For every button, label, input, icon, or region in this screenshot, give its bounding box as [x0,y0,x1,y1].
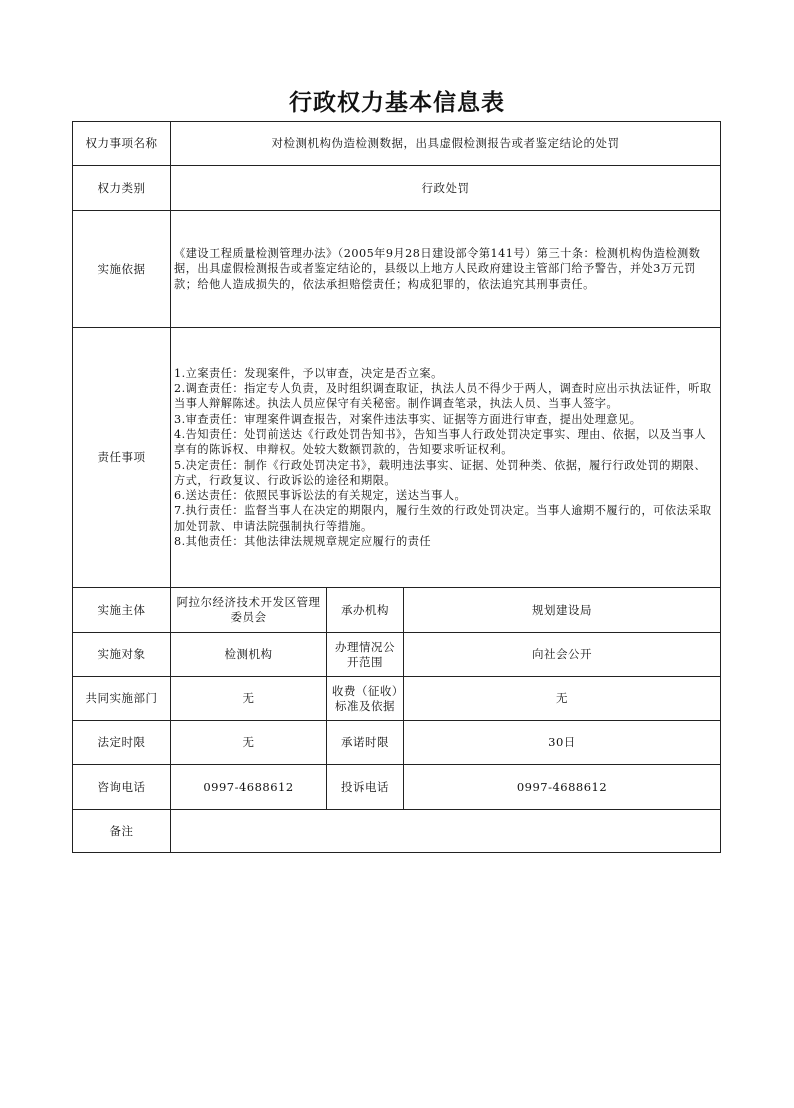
table-row [73,677,721,721]
item-name-label: 权力事项名称 [73,122,171,166]
org-label: 承办机构 [327,588,404,633]
item-name-value: 对检测机构伪造检测数据，出具虚假检测报告或者鉴定结论的处罚 [171,122,721,166]
page-title: 行政权力基本信息表 [289,89,505,116]
list-item: 5.决定责任：制作《行政处罚决定书》，载明违法事实、证据、处罚种类、依据，履行行政处罚的期限、方式，行政复议、行政诉讼的途径和期限。 [174,458,707,487]
table-row [73,721,721,765]
joint-label: 共同实施部门 [73,677,171,721]
list-item: 1.立案责任：发现案件，予以审查，决定是否立案。 [174,366,443,380]
table-row [73,122,721,166]
basis-value: 《建设工程质量检测管理办法》（2005年9月28日建设部令第141号）第三十条：检测机构伪造检测数据，出具虚假检测报告或者鉴定结论的，县级以上地方人民政府建设主管部门给予警告，并处3万元罚款；给他人造成损失的，依法承担赔偿责任；构成犯罪的，依法追究其刑事责任。 [171,211,721,328]
joint-value: 无 [171,677,327,721]
promise-time-value: 30日 [404,721,721,765]
subject-value: 阿拉尔经济技术开发区管理委员会 [171,588,327,633]
fee-value: 无 [404,677,721,721]
category-label: 权力类别 [73,166,171,211]
category-value: 行政处罚 [171,166,721,211]
time-value: 无 [171,721,327,765]
complaint-phone-label: 投诉电话 [327,765,404,810]
basis-label: 实施依据 [73,211,171,328]
responsibility-value [171,328,721,588]
table-row [73,633,721,677]
info-table [72,121,721,853]
object-value: 检测机构 [171,633,327,677]
list-item: 4.告知责任：处罚前送达《行政处罚告知书》，告知当事人行政处罚决定事实、理由、依据，以及当事人享有的陈诉权、申辩权。处较大数额罚款的，告知要求听证权利。 [174,427,707,457]
table-row [73,328,721,588]
responsibility-label: 责任事项 [73,328,171,588]
complaint-phone-value: 0997-4688612 [404,765,721,810]
list-item: 6.送达责任：依照民事诉讼法的有关规定，送达当事人。 [174,489,467,503]
table-row [73,810,721,853]
object-label: 实施对象 [73,633,171,677]
list-item: 2.调查责任：指定专人负责，及时组织调查取证，执法人员不得少于两人，调查时应出示执法证件，听取当事人辩解陈述。执法人员应保守有关秘密。制作调查笔录，执法人员、当事人签字。 [174,382,712,411]
remark-value [171,810,721,853]
table-row [73,166,721,211]
remark-label: 备注 [73,810,171,853]
disclosure-value: 向社会公开 [404,633,721,677]
time-label: 法定时限 [73,721,171,765]
table-row [73,211,721,328]
list-item: 8.其他责任：其他法律法规规章规定应履行的责任 [174,534,432,548]
subject-label: 实施主体 [73,588,171,633]
list-item: 3.审查责任：审理案件调查报告，对案件违法事实、证据等方面进行审查，提出处理意见。 [174,412,642,426]
consult-phone-value: 0997-4688612 [171,765,327,810]
disclosure-label: 办理情况公开范围 [327,633,404,677]
table-row [73,588,721,633]
org-value: 规划建设局 [404,588,721,633]
consult-phone-label: 咨询电话 [73,765,171,810]
table-row [73,765,721,810]
list-item: 7.执行责任：监督当事人在决定的期限内，履行生效的行政处罚决定。当事人逾期不履行的，可依法采取加处罚款、申请法院强制执行等措施。 [174,504,712,533]
fee-label: 收费（征收）标准及依据 [327,677,404,721]
promise-time-label: 承诺时限 [327,721,404,765]
